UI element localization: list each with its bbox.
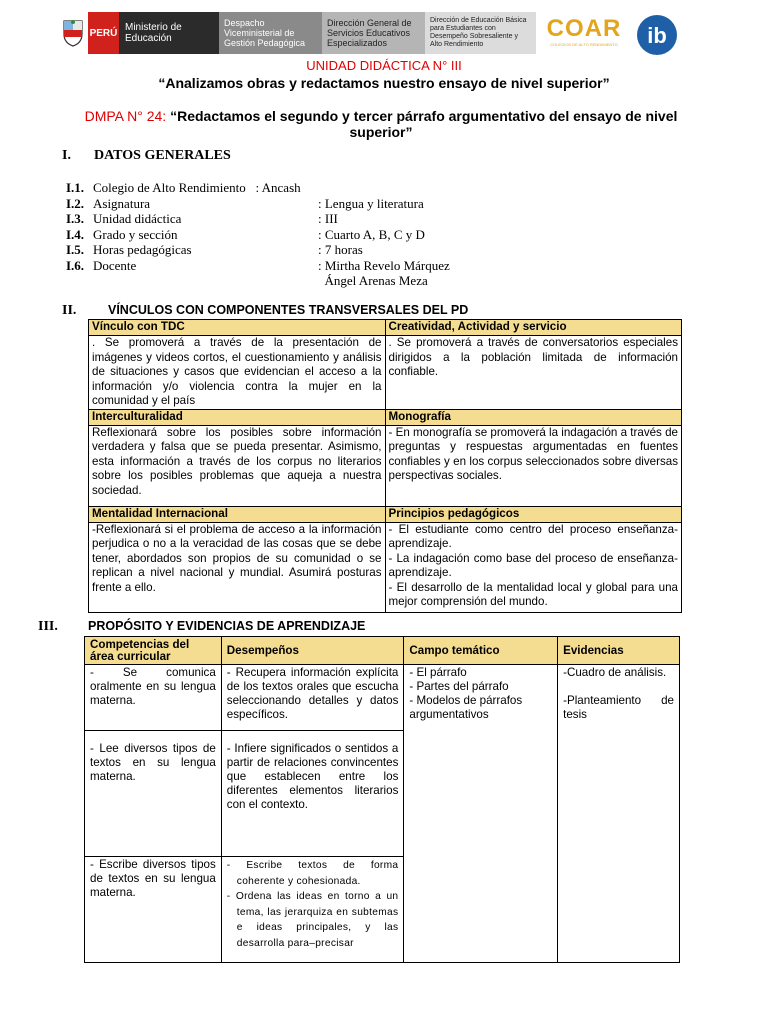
general-data-row <box>66 258 450 274</box>
unit-subtitle: “Analizamos obras y redactamos nuestro ensayo de nivel superior” <box>158 75 610 91</box>
table-header-cell: Interculturalidad <box>89 409 386 425</box>
coar-logo <box>544 16 624 54</box>
section-1-heading <box>62 148 231 164</box>
table-cell: - Infiere significados o sentidos a partir de relaciones convincentes que establecen entre los diferentes elementos literarios con el contexto. <box>221 731 404 857</box>
list-item: - La indagación como base del proceso de enseñanza-aprendizaje. <box>388 551 678 579</box>
general-data-key <box>66 273 93 289</box>
list-item: - El párrafo <box>409 666 467 679</box>
table-header-cell: Mentalidad Internacional <box>89 506 386 522</box>
section-1-number: I. <box>62 148 71 163</box>
general-data-row <box>66 180 450 196</box>
general-data-row <box>66 273 450 289</box>
general-data-list <box>66 180 450 289</box>
table-header-cell: Monografía <box>385 409 682 425</box>
table-header-cell: Creatividad, Actividad y servicio <box>385 320 682 336</box>
purpose-evidence-table <box>84 636 680 963</box>
section-3-number: III. <box>38 619 58 634</box>
peru-logo: PERÚ <box>88 12 119 54</box>
ib-logo-text: ib <box>647 23 667 48</box>
general-data-key: I.1. <box>66 180 85 195</box>
table-cell: -Reflexionará si el problema de acceso a la información perjudica o no a la veracidad de las cosas que se debe tener, abordados son propios de su comunidad o se replican a nivel nacional y mundial. Asumirá posturas frente a ello. <box>89 522 386 612</box>
header-logo-bar <box>58 12 536 54</box>
list-item: - Escribe textos de forma coherente y cohesionada. <box>226 860 399 887</box>
table-cell: - En monografía se promoverá la indagación a través de preguntas y respuestas argumentadas en fuentes confiables y en los corpus seleccionados sobre diversas perspectivas sociales. <box>385 425 682 506</box>
general-data-label: Unidad didáctica <box>93 211 182 226</box>
general-data-label: Asignatura <box>93 195 151 211</box>
general-data-label: Colegio de Alto Rendimiento <box>93 180 246 195</box>
table-cell <box>558 665 680 963</box>
table-cell: - Recupera información explícita de los textos orales que escucha seleccionando detalles y datos específicos. <box>221 665 404 731</box>
dgse-logo: Dirección General de Servicios Educativos Especializados <box>322 12 425 54</box>
section-2-title: VÍNCULOS CON COMPONENTES TRANSVERSALES DEL PD <box>108 303 469 317</box>
list-item: - Partes del párrafo <box>409 680 509 693</box>
list-item: - El estudiante como centro del proceso enseñanza-aprendizaje. <box>388 522 678 550</box>
general-data-value: : Mirtha Revelo Márquez <box>318 257 450 273</box>
general-data-key: I.6. <box>66 257 85 273</box>
section-3-title: PROPÓSITO Y EVIDENCIAS DE APRENDIZAJE <box>88 619 366 633</box>
coar-tagline: COLEGIOS DE ALTO RENDIMIENTO <box>550 42 618 47</box>
general-data-value: : III <box>318 211 338 226</box>
section-1-title: DATOS GENERALES <box>94 148 231 163</box>
list-item: - Modelos de párrafos argumentativos <box>409 694 523 721</box>
general-data-value: : Cuarto A, B, C y D <box>318 226 425 242</box>
table-cell: - Se comunica oralmente en su lengua materna. <box>85 665 222 731</box>
table-header-cell: Vínculo con TDC <box>89 320 386 336</box>
minedu-logo: Ministerio de Educación <box>119 12 219 54</box>
section-2-heading <box>62 303 468 319</box>
general-data-row <box>66 242 450 258</box>
general-data-value: Ángel Arenas Meza <box>318 273 428 288</box>
unit-title: UNIDAD DIDÁCTICA N° III <box>306 58 462 73</box>
list-item: - Ordena las ideas en torno a un tema, las jerarquiza en subtemas e ideas principales, y las desarrolla para–precisar <box>226 891 399 949</box>
ib-logo <box>636 14 678 56</box>
dseb-logo: Dirección de Educación Básica para Estudiantes con Desempeño Sobresaliente y Alto Rendimiento <box>425 12 536 54</box>
table-header-cell: Desempeños <box>221 637 404 665</box>
general-data-key: I.4. <box>66 226 85 242</box>
peru-shield-logo <box>58 12 88 54</box>
list-item: -Cuadro de análisis. <box>563 666 667 679</box>
table-header-cell: Campo temático <box>404 637 558 665</box>
table-cell: . Se promoverá a través de conversatorios especiales dirigidos a la población limitada de información confiable. <box>385 336 682 410</box>
general-data-key: I.3. <box>66 211 85 226</box>
list-item: - El desarrollo de la mentalidad local y global para una mejor comprensión del mundo. <box>388 580 678 608</box>
transversal-components-table <box>88 319 682 613</box>
despacho-logo: Despacho Viceministerial de Gestión Pedagógica <box>219 12 322 54</box>
general-data-key: I.5. <box>66 242 85 257</box>
dmpa-code: DMPA N° 24: <box>84 108 167 124</box>
general-data-label <box>93 273 318 289</box>
table-cell <box>385 522 682 612</box>
table-cell: Reflexionará sobre los posibles sobre información verdadera y falsa que se pueda presentar. Asimismo, esta información a través de los corpus no literarios sobre los posibles problemas que aqueja a nuestra sociedad. <box>89 425 386 506</box>
general-data-label: Grado y sección <box>93 226 178 242</box>
list-item: -Planteamiento de tesis <box>563 694 674 721</box>
dmpa-title <box>68 108 694 140</box>
table-header-cell: Competencias del área curricular <box>85 637 222 665</box>
table-header-cell: Evidencias <box>558 637 680 665</box>
coar-wordmark: COAR <box>546 15 622 42</box>
general-data-value: : 7 horas <box>318 242 363 257</box>
general-data-row <box>66 196 450 212</box>
table-cell: - Lee diversos tipos de textos en su lengua materna. <box>85 731 222 857</box>
general-data-row <box>66 211 450 227</box>
general-data-key: I.2. <box>66 195 85 211</box>
table-cell: . Se promoverá a través de la presentación de imágenes y videos cortos, el cuestionamiento y análisis de situaciones y casos que evidencian el acceso a la información y/o violencia contra la mujer en la comunidad y el país <box>89 336 386 410</box>
section-2-number: II. <box>62 303 77 318</box>
table-cell: - Escribe diversos tipos de textos en su lengua materna. <box>85 857 222 963</box>
general-data-label: Horas pedagógicas <box>93 242 192 257</box>
dmpa-title-text: “Redactamos el segundo y tercer párrafo argumentativo del ensayo de nivel superior” <box>166 108 678 140</box>
table-header-cell: Principios pedagógicos <box>385 506 682 522</box>
general-data-value: : Lengua y literatura <box>318 195 424 211</box>
table-cell <box>404 665 558 963</box>
section-3-heading <box>38 619 365 635</box>
general-data-value: : Ancash <box>245 180 301 195</box>
general-data-label: Docente <box>93 257 137 273</box>
table-cell <box>221 857 404 963</box>
general-data-row <box>66 227 450 243</box>
